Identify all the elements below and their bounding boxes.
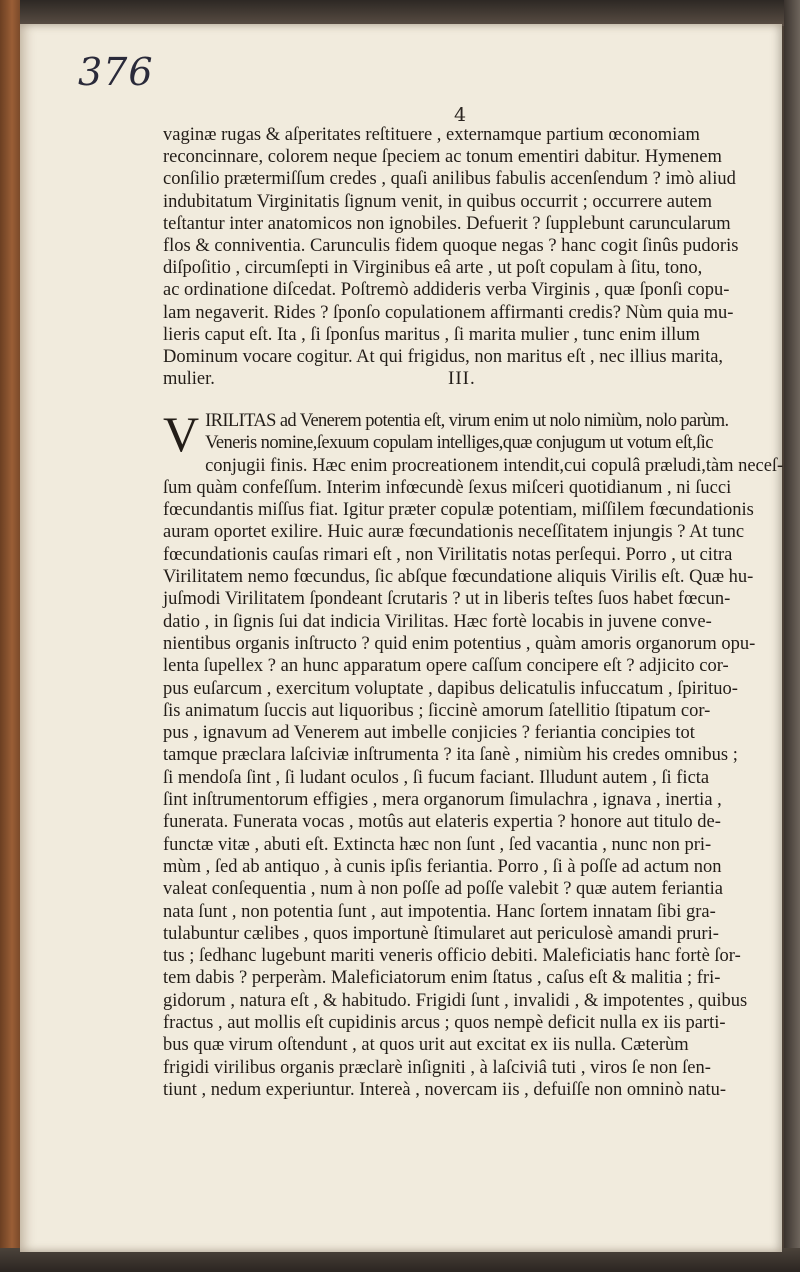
- text-line: ſis animatum ſuccis aut liquoribus ; ſiccinè amorum ſatellitio ſtipatum cor-: [163, 700, 711, 721]
- text-line: mulier.: [163, 369, 215, 390]
- text-line: fractus , aut mollis eſt cupidinis arcus ; quos nempè deficit nulla ex iis parti-: [163, 1013, 726, 1034]
- text-line: pus euſarcum , exercitum voluptate , dapibus delicatulis infuccatum , ſpirituo-: [163, 678, 738, 699]
- text-line: tus ; ſedhanc lugebunt mariti veneris officio debiti. Maleficiatis hanc fortè ſor-: [163, 946, 741, 967]
- text-line: valeat conſequentia , num à non poſſe ad poſſe valebit ? quæ autem feriantia: [163, 879, 723, 900]
- text-line: mùm , ſed ab antiquo , à cunis ipſis feriantia. Porro , ſi à poſſe ad actum non: [163, 856, 722, 877]
- text-line: Virilitatem nemo fœcundus, ſic abſque fœcundatione aliquis Virilis eſt. Quæ hu-: [163, 567, 754, 588]
- text-line: tem dabis ? perperàm. Maleficiatorum enim ſtatus , caſus eſt & malitia ; fri-: [163, 968, 721, 989]
- text-line: fœcundationis cauſas rimari eſt , non Virilitatis notas perſequi. Porro , ut citra: [163, 544, 733, 565]
- text-line: nientibus organis inſtructo ? quid enim potentius , quàm amoris organorum opu-: [163, 633, 756, 654]
- text-line: conſilio prætermiſſum credes , quaſi anilibus fabulis accenſendum ? imò aliud: [163, 169, 736, 190]
- paragraph-2: [163, 406, 784, 1101]
- text-line: fœcundantis miſſus fiat. Igitur præter copulæ potentiam, miſſilem fœcundationis: [163, 500, 754, 521]
- paragraph-1: [163, 124, 783, 390]
- text-line: Dominum vocare cogitur. At qui frigidus, non maritus eſt , nec illius marita,: [163, 347, 724, 368]
- text-line: ac ordinatione diſcedat. Poſtremò addideris verba Virginis , quæ ſponſi copu-: [163, 280, 730, 301]
- text-line: diſpoſitio , circumſepti in Virginibus eâ arte , ut poſt copulam à ſitu, tono,: [163, 258, 703, 279]
- text-line: tamque præclara laſciviæ inſtrumenta ? ita ſanè , nimiùm his credes omnibus ;: [163, 745, 738, 766]
- text-line: pus , ignavum ad Venerem aut imbelle conjicies ? feriantia concipies tot: [163, 723, 695, 744]
- page-number: 4: [454, 104, 467, 126]
- text-line: Veneris nomine,ſexuum copulam intelliges,quæ conjugum ut votum eſt,ſic: [205, 433, 713, 454]
- text-line: ſum quàm confeſſum. Interim infœcundè ſexus miſceri quotidianum , ni ſucci: [163, 477, 732, 498]
- section-heading: III.: [448, 368, 476, 389]
- drop-cap: V: [163, 406, 200, 462]
- text-line: tulabuntur cælibes , quos importunè ſtimularet aut periculosè amandi pruri-: [163, 923, 719, 944]
- text-line: lam negaverit. Rides ? ſponſo copulationem affirmanti credis? Nùm quia mu-: [163, 302, 734, 323]
- text-line: conjugii finis. Hæc enim procreationem intendit,cui copulâ præludi,tàm neceſ-: [205, 455, 784, 476]
- book-binding-left: [0, 0, 20, 1272]
- text-line: tiunt , nedum experiuntur. Intereà , novercam iis , defuiſſe non omninò natu-: [163, 1079, 727, 1100]
- text-line: bus quæ virum oſtendunt , at quos urit aut excitat ex iis nulla. Cæterùm: [163, 1035, 689, 1056]
- text-line: datio , in ſignis ſui dat indicia Virilitas. Hæc fortè locabis in juvene conve-: [163, 611, 712, 632]
- text-line: frigidi virilibus organis præclarè inſigniti , à laſciviâ tuti , viros ſe non ſen-: [163, 1057, 711, 1078]
- handwritten-folio-number: 376: [78, 50, 154, 94]
- book-binding-right: [784, 0, 800, 1272]
- text-line: funerata. Funerata vocas , motûs aut elateris expertia ? honore aut titulo de-: [163, 812, 721, 833]
- text-line: flos & conniventia. Carunculis fidem quoque negas ? hanc cogit ſinûs pudoris: [163, 236, 739, 257]
- text-line: reconcinnare, colorem neque ſpeciem ac tonum ementiri dabitur. Hymenem: [163, 147, 722, 168]
- text-line: teſtantur inter anatomicos non ignobiles. Defuerit ? ſupplebunt caruncularum: [163, 213, 731, 234]
- text-line: juſmodi Virilitatem ſpondeant ſcrutaris ? ut in liberis teſtes ſuos habet fœcun-: [163, 589, 731, 610]
- text-line: ſi mendoſa ſint , ſi ludant oculos , ſi fucum faciant. Illudunt autem , ſi ficta: [163, 767, 710, 788]
- text-line: nata ſunt , non potentia ſunt , aut impotentia. Hanc ſortem innatam ſibi gra-: [163, 901, 716, 922]
- text-line: lieris caput eſt. Ita , ſi ſponſus maritus , ſi marita mulier , tunc enim illum: [163, 324, 700, 345]
- text-line: lenta ſupellex ? an hunc apparatum opere caſſum concipere eſt ? adjicito cor-: [163, 656, 729, 677]
- text-line: vaginæ rugas & aſperitates reſtituere , externamque partium œconomiam: [163, 125, 700, 145]
- text-line: IRILITAS ad Venerem potentia eſt, virum enim ut nolo nimiùm, nolo parùm.: [205, 411, 729, 431]
- text-line: ſint inſtrumentorum effigies , mera organorum ſimulachra , ignava , inertia ,: [163, 790, 722, 811]
- text-line: gidorum , natura eſt , & habitudo. Frigidi ſunt , invalidi , & impotentes , quibus: [163, 990, 748, 1011]
- book-binding-top: [0, 0, 800, 26]
- text-line: functæ vitæ , abuti eſt. Extincta hæc non ſunt , ſed vacantia , nunc non pri-: [163, 834, 712, 855]
- text-line: auram oportet exilire. Huic auræ fœcundationis neceſſitatem injungis ? At tunc: [163, 522, 745, 543]
- text-line: indubitatum Virginitatis ſignum venit, in quibus occurrit ; occurrere autem: [163, 191, 712, 212]
